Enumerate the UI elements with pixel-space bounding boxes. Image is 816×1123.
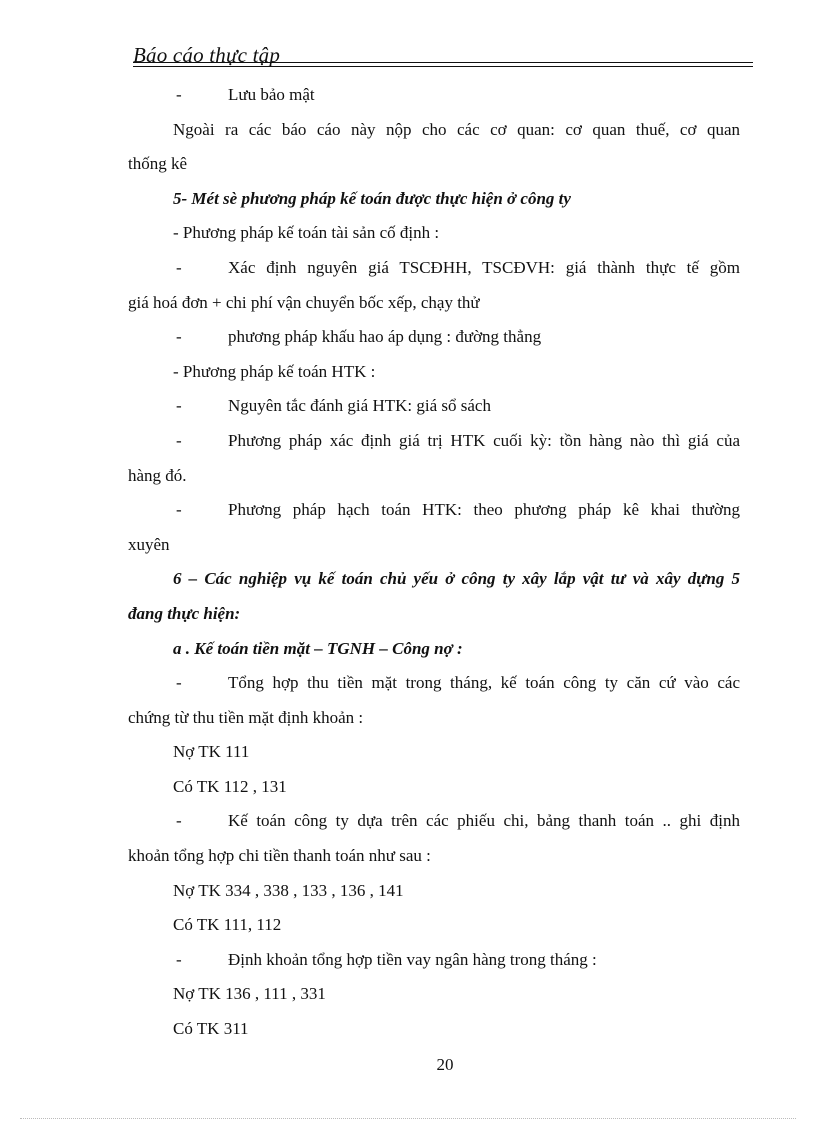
bullet-item: [128, 78, 740, 113]
section-heading-continuation: đang thực hiện:: [128, 603, 241, 623]
bullet-text: Xác định nguyên giá TSCĐHH, TSCĐVH: giá thành thực tế gồm: [228, 257, 740, 277]
section-heading: a . Kế toán tiền mặt – TGNH – Công nợ :: [173, 638, 463, 658]
bullet-item: [128, 493, 740, 528]
paragraph-continuation: chứng từ thu tiền mặt định khoản :: [128, 707, 364, 727]
bullet-text: Phương pháp xác định giá trị HTK cuối kỳ: tồn hàng nào thì giá của: [228, 430, 740, 450]
header-rule-secondary: [133, 66, 753, 67]
paragraph-line: - Phương pháp kế toán HTK :: [173, 361, 376, 381]
paragraph-line: Nợ TK 136 , 111 , 331: [173, 984, 326, 1004]
paragraph-continuation: giá hoá đơn + chi phí vận chuyển bốc xếp, chạy thử: [128, 292, 480, 312]
page-bottom-border: [20, 1118, 796, 1119]
bullet-marker: -: [176, 949, 182, 969]
bullet-marker: -: [176, 430, 182, 450]
paragraph-continuation: hàng đó.: [128, 465, 187, 485]
section-heading: 6 – Các nghiệp vụ kế toán chủ yếu ở công ty xây lắp vật tư và xây dựng 5: [173, 569, 740, 589]
paragraph-line: Có TK 111, 112: [173, 915, 282, 935]
bullet-marker: -: [176, 500, 182, 520]
paragraph-line: Nợ TK 111: [173, 742, 250, 762]
page-header: [133, 42, 753, 72]
document-body: [128, 78, 740, 1047]
bullet-text: Nguyên tắc đánh giá HTK: giá sổ sách: [228, 396, 491, 416]
bullet-item: [128, 389, 740, 424]
paragraph-continuation: khoản tổng hợp chi tiền thanh toán như sau :: [128, 846, 431, 866]
bullet-marker: -: [176, 85, 182, 104]
bullet-text: Tổng hợp thu tiền mặt trong tháng, kế toán công ty căn cứ vào các: [228, 673, 740, 693]
bullet-marker: -: [176, 673, 182, 693]
bullet-item: [128, 666, 740, 701]
paragraph-continuation: xuyên: [128, 534, 170, 554]
bullet-marker: -: [176, 327, 182, 347]
paragraph-continuation: thống kê: [128, 154, 188, 174]
page-number: 20: [436, 1055, 454, 1074]
bullet-marker: -: [176, 811, 182, 831]
paragraph-line: Ngoài ra các báo cáo này nộp cho các cơ quan: cơ quan thuế, cơ quan: [173, 119, 740, 139]
bullet-marker: -: [176, 396, 182, 416]
paragraph-line: Có TK 311: [173, 1019, 249, 1039]
paragraph-line: Có TK 112 , 131: [173, 776, 287, 796]
header-rule: [133, 62, 753, 63]
bullet-text: Định khoản tổng hợp tiền vay ngân hàng trong tháng :: [228, 949, 597, 969]
section-heading: 5- Mét sè phương pháp kế toán được thực hiện ở công ty: [173, 188, 571, 208]
bullet-item: [128, 424, 740, 459]
header-title: Báo cáo thực tập: [133, 43, 281, 67]
paragraph-line: Nợ TK 334 , 338 , 133 , 136 , 141: [173, 880, 404, 900]
bullet-item: [128, 251, 740, 286]
bullet-marker: -: [176, 257, 182, 277]
paragraph-line: - Phương pháp kế toán tài sản cố định :: [173, 223, 440, 243]
bullet-text: phương pháp khấu hao áp dụng : đường thẳng: [228, 327, 542, 347]
bullet-item: [128, 943, 740, 978]
bullet-item: [128, 320, 740, 355]
bullet-text: Kế toán công ty dựa trên các phiếu chi, bảng thanh toán .. ghi định: [228, 811, 740, 831]
bullet-text: Phương pháp hạch toán HTK: theo phương pháp kê khai thường: [228, 500, 740, 520]
bullet-text: Lưu bảo mật: [228, 85, 315, 104]
bullet-item: [128, 804, 740, 839]
